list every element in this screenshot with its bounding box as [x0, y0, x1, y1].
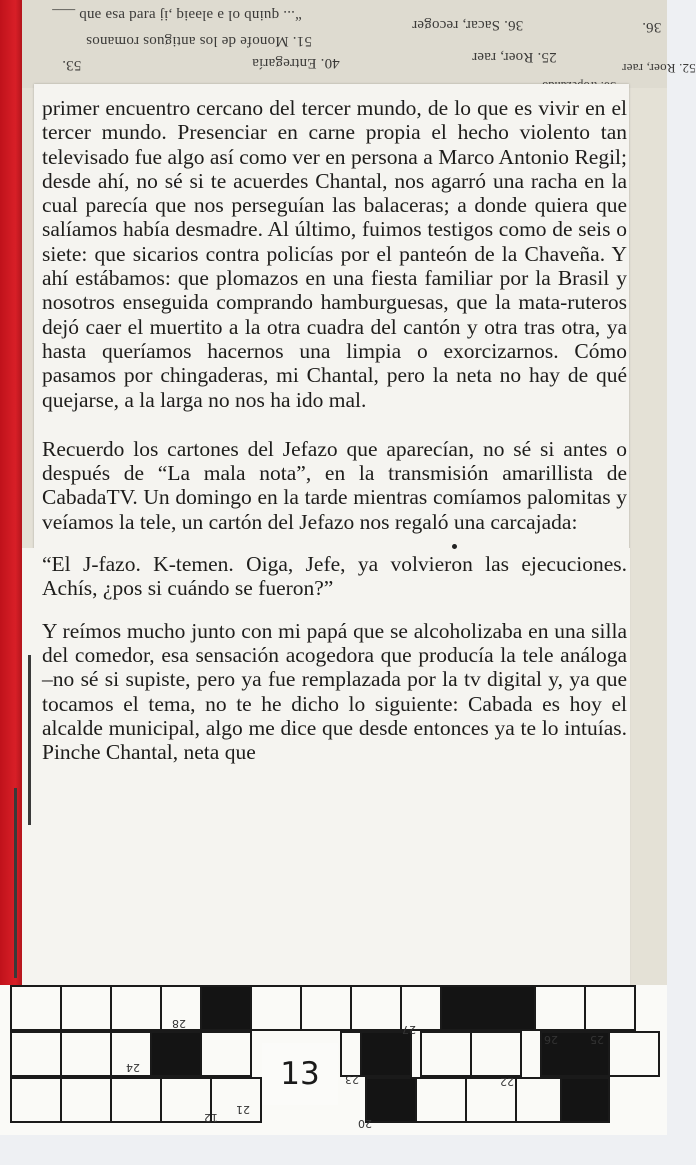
crossword-number: 25: [590, 1033, 604, 1046]
clipping-clue: 51. Monofe de los antiguos romanos: [86, 33, 312, 49]
crossword-cell: [60, 1077, 112, 1123]
clipping-strip: [22, 0, 696, 88]
clipping-number: 53.: [62, 57, 82, 73]
crossword-cell: [470, 1031, 522, 1077]
clipping-number: 36.: [642, 19, 662, 35]
crossword-cell: [10, 1077, 62, 1123]
crossword-cell: [60, 1031, 112, 1077]
crossword-black-cell: [360, 1031, 412, 1077]
crossword-number: 21: [236, 1103, 250, 1116]
crossword-cell: [415, 1077, 467, 1123]
margin-rule: [28, 655, 31, 825]
crossword-cell: [300, 985, 352, 1031]
margin-rule: [14, 788, 17, 978]
crossword-cell: [584, 985, 636, 1031]
crossword-number: 12: [204, 1111, 218, 1124]
crossword-cell: [10, 985, 62, 1031]
crossword-cell: [60, 985, 112, 1031]
crossword-black-cell: [440, 985, 536, 1031]
crossword-black-cell: [365, 1077, 417, 1123]
crossword-number: 20: [358, 1117, 372, 1130]
clipping-clue: 40. Entregaría: [252, 55, 340, 71]
crossword-cell: [420, 1031, 472, 1077]
crossword-cell: [250, 985, 302, 1031]
paragraph: primer encuentro cercano del tercer mundo, de lo que es vivir en el tercer mundo. Presenciar en carne propia el hecho violento tan televisado fue algo así como ver en persona a Marco Antonio Regil; desde ahí, no sé si te acuerdes Chantal, nos agarró una racha en la cual parecía que nos perseguían las balaceras; a donde quiera que salíamos había desmadre. Al último, fuimos testigos como de seis o siete: que sicarios contra policías por el panteón de la Chaveña. Y ahí estábamos: que plomazos en una fiesta familiar por la Brasil y nosotros enseguida comprando hamburguesas, que la mata-ruteros dejó caer el muertito a la otra cuadra del cantón y otra tras otra, ya hasta queríamos hacernos una limpia o exorcizarnos. Cómo pasamos por chingaderas, mi Chantal, pero la neta no hay de qué quejarse, a la larga no nos ha ido mal.: [42, 96, 627, 412]
page-number: 13: [262, 1043, 338, 1105]
clipping-clue: “... quinb ol ə ələəiq ,ij ɐɹɐd ɐsə ənb ___: [52, 7, 302, 23]
crossword-cell: [350, 985, 402, 1031]
crossword-number: 22: [500, 1075, 514, 1088]
crossword-number: 24: [126, 1061, 140, 1074]
crossword-number: 26: [544, 1033, 558, 1046]
crossword-cell: [10, 1031, 62, 1077]
crossword-cell: [200, 1031, 252, 1077]
crossword-cell: [110, 1077, 162, 1123]
red-cover-edge: [0, 0, 22, 990]
clipping-clue: 25. Roer, raer: [472, 49, 557, 65]
body-text: [42, 96, 627, 764]
crossword-black-cell: [200, 985, 252, 1031]
clipping-clue: 36. Sacar, recoger: [412, 17, 524, 33]
clipping-clue: 52. Roer, raer: [622, 61, 696, 76]
crossword-number: 27: [402, 1023, 416, 1036]
crossword-number: 28: [172, 1017, 186, 1030]
crossword-cell: [534, 985, 586, 1031]
crossword-cell: [110, 985, 162, 1031]
paragraph: Y reímos mucho junto con mi papá que se alcoholizaba en una silla del comedor, esa sensación acogedora que producía la tele análoga –no sé si supiste, pero ya fue remplazada por la tv digital y, ya que tocamos el tema, no te he dicho lo siguiente: Cabada es hoy el alcalde municipal, algo me dice que desde entonces ya te lo intuías. Pinche Chantal, neta que: [42, 618, 627, 765]
crossword-black-cell: [150, 1031, 202, 1077]
quote: “El J-fazo. K-temen. Oiga, Jefe, ya volvieron las ejecuciones. Achís, ¿pos si cuándo se fueron?”: [42, 552, 627, 601]
crossword-black-cell: [560, 1077, 610, 1123]
crossword-number: 23: [345, 1073, 359, 1086]
crossword-cell: [608, 1031, 660, 1077]
paragraph: Recuerdo los cartones del Jefazo que aparecían, no sé si antes o después de “La mala nota”, en la transmisión amarillista de CabadaTV. Un domingo en la tarde mientras comíamos palomitas y veíamos la tele, un cartón del Jefazo nos regaló una carcajada:: [42, 436, 627, 534]
